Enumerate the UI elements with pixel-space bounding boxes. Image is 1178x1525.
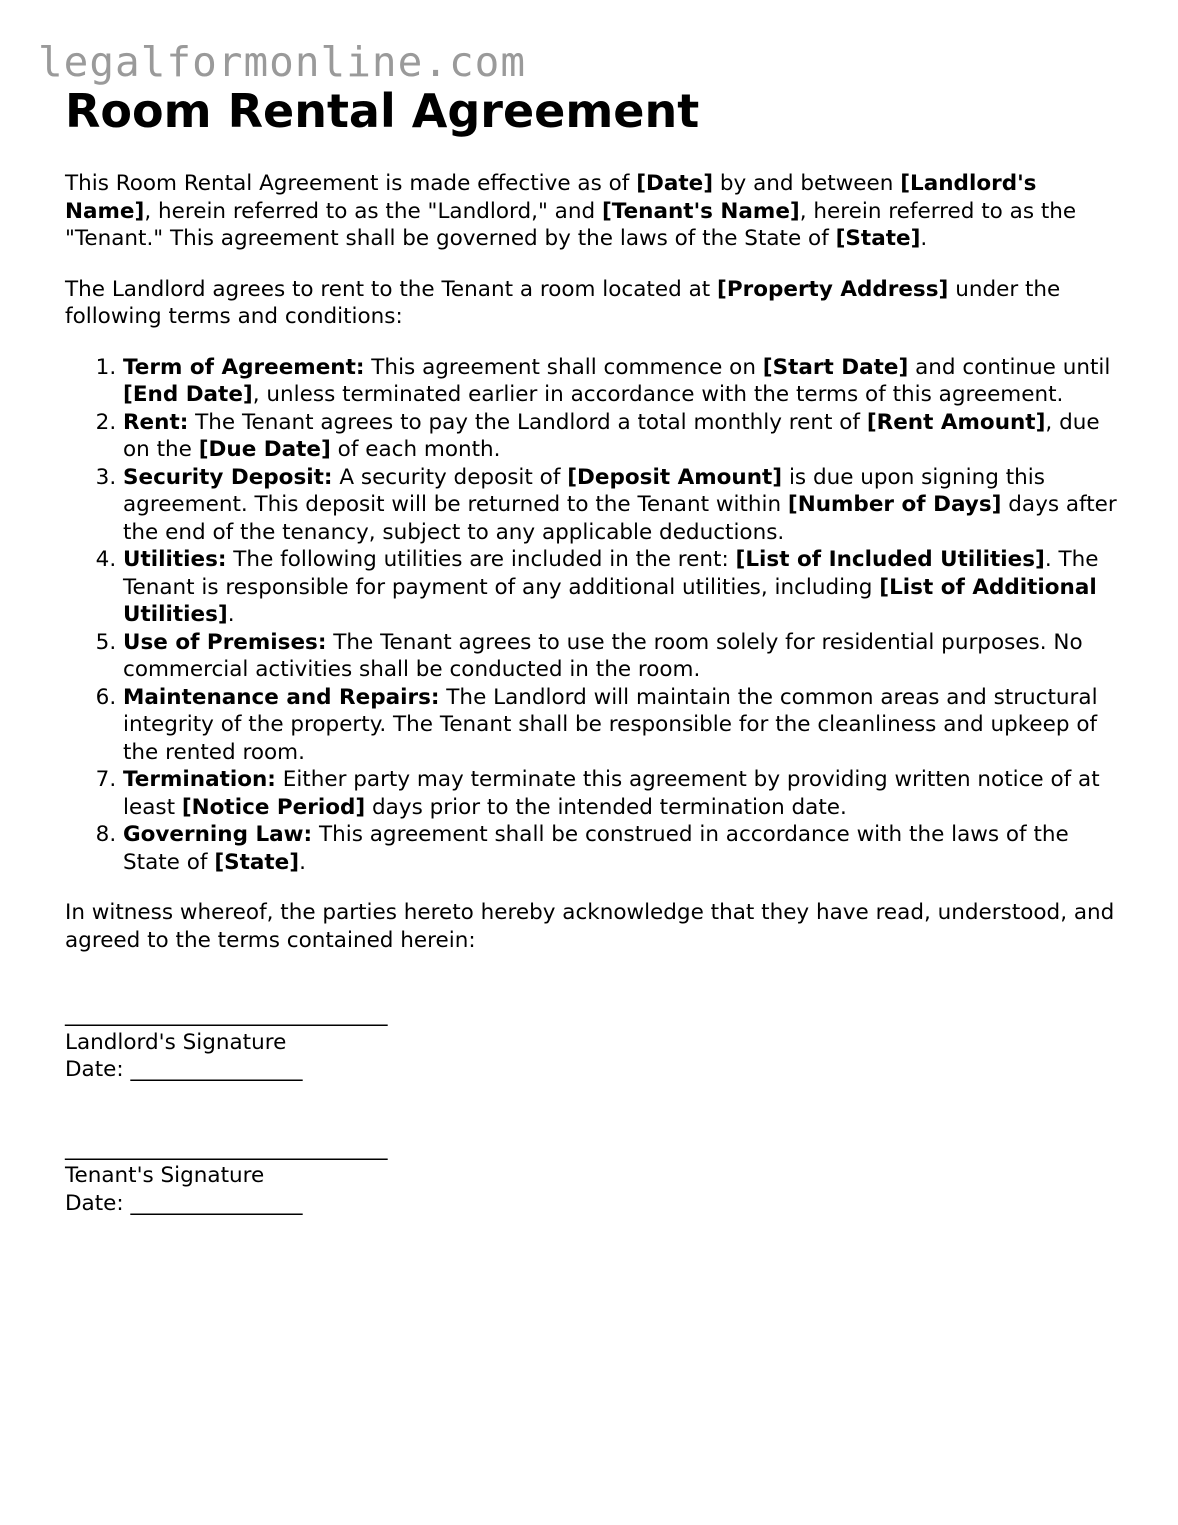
term-item	[123, 766, 1125, 821]
number-of-days-field: [Number of Days]	[787, 492, 1002, 517]
term-text: This agreement shall be construed in accordance with the laws of the State of	[123, 822, 1069, 875]
intro-text: .	[920, 226, 928, 251]
intro-paragraph	[65, 170, 1125, 253]
deposit-amount-field: [Deposit Amount]	[567, 464, 783, 490]
intro-text: This Room Rental Agreement is made effective as of	[65, 171, 637, 196]
term-heading: Rent:	[123, 409, 189, 435]
end-date-field: [End Date]	[123, 382, 253, 407]
term-text: Either party may terminate this agreement by providing written notice of at least	[123, 767, 1100, 820]
included-utilities-field: [List of Included Utilities]	[735, 547, 1045, 572]
tenant-signature-label: Tenant's Signature	[65, 1163, 265, 1188]
rent-amount-field: [Rent Amount]	[866, 409, 1046, 435]
term-text: , unless terminated earlier in accordance with the terms of this agreement.	[252, 382, 1064, 407]
term-heading: Governing Law:	[123, 822, 313, 847]
tenant-signature-block	[65, 1135, 1125, 1218]
property-address-field: [Property Address]	[717, 276, 949, 302]
watermark: legalformonline.com	[38, 38, 526, 86]
term-heading: Utilities:	[123, 547, 227, 572]
document-body	[65, 82, 1125, 1217]
landlord-date-line: Date: ________________	[65, 1057, 303, 1082]
tenant-date-line: Date: ________________	[65, 1190, 303, 1216]
intro-text: , herein referred to as the "Landlord," and	[144, 198, 602, 224]
term-text: A security deposit of	[332, 464, 568, 490]
additional-utilities-field: [List of Additional Utilities]	[123, 574, 1097, 627]
landlord-signature-block	[65, 1001, 1125, 1084]
term-text: . The Tenant is responsible for payment of any additional utilities, including	[123, 547, 1099, 600]
term-text: The Tenant agrees to use the room solely for residential purposes. No commercial activities shall be conducted in the room.	[123, 629, 1083, 682]
landlord-name-field: [Landlord's Name]	[65, 171, 1037, 224]
premises-text: The Landlord agrees to rent to the Tenant a room located at	[65, 276, 718, 302]
state-field: [State]	[835, 226, 921, 251]
start-date-field: [Start Date]	[762, 354, 909, 380]
term-heading: Maintenance and Repairs:	[123, 684, 440, 710]
term-item	[123, 464, 1125, 547]
term-text: .	[299, 849, 306, 875]
premises-text: under the following terms and conditions:	[65, 276, 1061, 329]
term-text: The Tenant agrees to pay the Landlord a total monthly rent of	[188, 409, 867, 435]
tenant-signature-line: ______________________________	[65, 1135, 388, 1161]
notice-period-field: [Notice Period]	[181, 794, 366, 820]
term-item	[123, 354, 1125, 409]
premises-paragraph	[65, 276, 1125, 331]
term-text: is due upon signing this agreement. This deposit will be returned to the Tenant within	[123, 464, 1045, 517]
term-text: days prior to the intended termination date.	[365, 794, 847, 820]
term-text: , due on the	[123, 409, 1100, 462]
intro-text: , herein referred to as the "Tenant." This agreement shall be governed by the laws of the State of	[65, 198, 1077, 251]
term-text: of each month.	[330, 437, 501, 462]
term-item	[123, 409, 1125, 464]
term-text: and continue until	[908, 354, 1111, 380]
landlord-signature-label: Landlord's Signature	[65, 1029, 287, 1055]
term-item	[123, 546, 1125, 629]
document-title: Room Rental Agreement	[65, 84, 700, 138]
term-text: The Landlord will maintain the common areas and structural integrity of the property. The Tenant shall be responsible for the cleanliness and upkeep of the rented room.	[123, 684, 1098, 765]
term-text: days after the end of the tenancy, subject to any applicable deductions.	[123, 492, 1117, 545]
term-item	[123, 684, 1125, 767]
witness-paragraph: In witness whereof, the parties hereto hereby acknowledge that they have read, understood, and agreed to the terms contained herein:	[65, 900, 1115, 953]
landlord-signature-line: ______________________________	[65, 1002, 388, 1027]
term-heading: Security Deposit:	[123, 464, 333, 490]
intro-text: by and between	[713, 171, 901, 196]
term-text: The following utilities are included in the rent:	[226, 547, 736, 572]
term-heading: Use of Premises:	[123, 629, 327, 655]
state-field: [State]	[214, 849, 300, 875]
tenant-name-field: [Tenant's Name]	[601, 198, 800, 224]
term-heading: Term of Agreement:	[123, 354, 365, 380]
term-text: .	[227, 602, 235, 627]
due-date-field: [Due Date]	[198, 437, 331, 462]
effective-date-field: [Date]	[636, 171, 714, 196]
term-item	[123, 821, 1125, 876]
term-heading: Termination:	[123, 767, 276, 792]
term-item	[123, 629, 1125, 684]
term-text: This agreement shall commence on	[364, 354, 763, 380]
terms-list	[65, 354, 1125, 877]
